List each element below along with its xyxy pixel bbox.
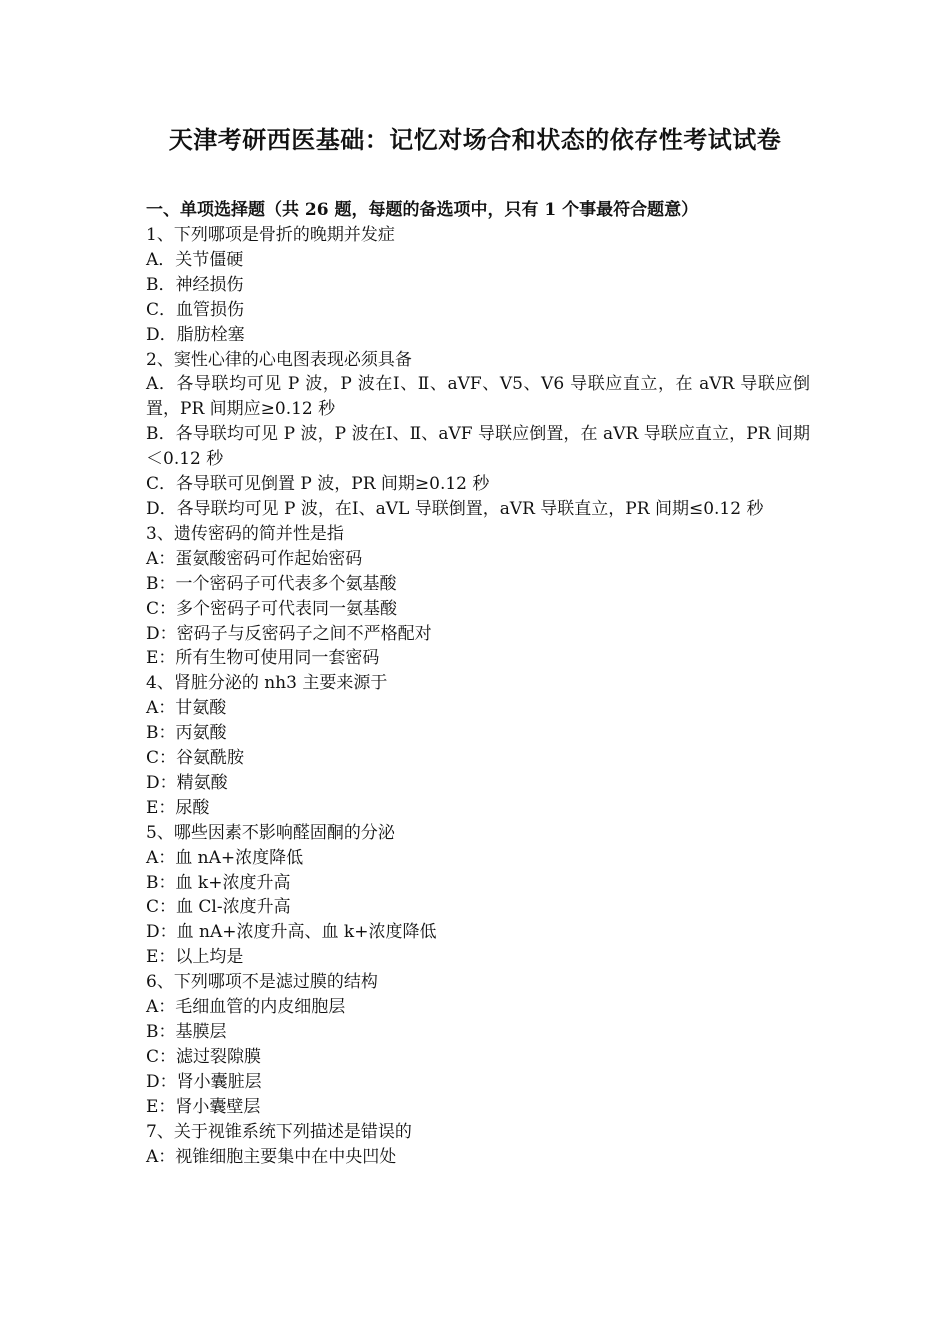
- option: C：谷氨酰胺: [146, 748, 245, 769]
- question-stem: 3、遗传密码的简并性是指: [146, 523, 344, 544]
- option: A：蛋氨酸密码可作起始密码: [146, 548, 363, 569]
- option: B：丙氨酸: [146, 723, 227, 744]
- option: E：所有生物可使用同一套密码: [146, 648, 380, 669]
- option: C．血管损伤: [146, 299, 245, 320]
- question-stem: 5、哪些因素不影响醛固酮的分泌: [146, 822, 395, 843]
- option: C：滤过裂隙膜: [146, 1046, 262, 1067]
- option: D：精氨酸: [146, 772, 228, 793]
- option: A．各导联均可见 P 波，P 波在Ⅰ、Ⅱ、aVF、V5、V6 导联应直立，在 aVR 导联应倒置，PR 间期应≥0.12 秒: [146, 374, 810, 420]
- option: A：血 nA+浓度降低: [146, 847, 304, 868]
- option: A：甘氨酸: [146, 698, 227, 719]
- question-stem: 7、关于视锥系统下列描述是错误的: [146, 1121, 412, 1142]
- option: B：一个密码子可代表多个氨基酸: [146, 573, 397, 594]
- question-stem: 1、下列哪项是骨折的晚期并发症: [146, 225, 395, 245]
- option: C：血 Cl-浓度升高: [146, 897, 291, 918]
- option: D．脂肪栓塞: [146, 324, 245, 345]
- option: E：以上均是: [146, 947, 244, 968]
- option: B．神经损伤: [146, 274, 244, 295]
- option: B．各导联均可见 P 波，P 波在Ⅰ、Ⅱ、aVF 导联应倒置，在 aVR 导联应直立，PR 间期＜0.12 秒: [146, 424, 810, 470]
- option: E：肾小囊壁层: [146, 1096, 261, 1117]
- option: B：血 k+浓度升高: [146, 872, 291, 893]
- question-stem: 4、肾脏分泌的 nh3 主要来源于: [146, 673, 388, 694]
- option: C：多个密码子可代表同一氨基酸: [146, 598, 398, 619]
- section-heading: 一、单项选择题（共 26 题，每题的备选项中，只有 1 个事最符合题意）: [146, 200, 699, 220]
- question-list: [146, 223, 810, 1169]
- option: D．各导联均可见 P 波，在Ⅰ、aVL 导联倒置，aVR 导联直立，PR 间期≤0.12 秒: [146, 498, 764, 519]
- option: A．关节僵硬: [146, 249, 244, 270]
- option: C．各导联可见倒置 P 波，PR 间期≥0.12 秒: [146, 474, 490, 495]
- option: D：肾小囊脏层: [146, 1071, 262, 1092]
- option: A：毛细血管的内皮细胞层: [146, 997, 346, 1018]
- question-stem: 2、窦性心律的心电图表现必须具备: [146, 349, 412, 370]
- document-title: 天津考研西医基础：记忆对场合和状态的依存性考试试卷: [168, 125, 782, 154]
- option: D：血 nA+浓度升高、血 k+浓度降低: [146, 922, 437, 943]
- option: D：密码子与反密码子之间不严格配对: [146, 623, 432, 644]
- option: B：基膜层: [146, 1022, 227, 1042]
- option: E：尿酸: [146, 797, 210, 818]
- question-stem: 6、下列哪项不是滤过膜的结构: [146, 972, 378, 993]
- option: A：视锥细胞主要集中在中央凹处: [146, 1146, 397, 1167]
